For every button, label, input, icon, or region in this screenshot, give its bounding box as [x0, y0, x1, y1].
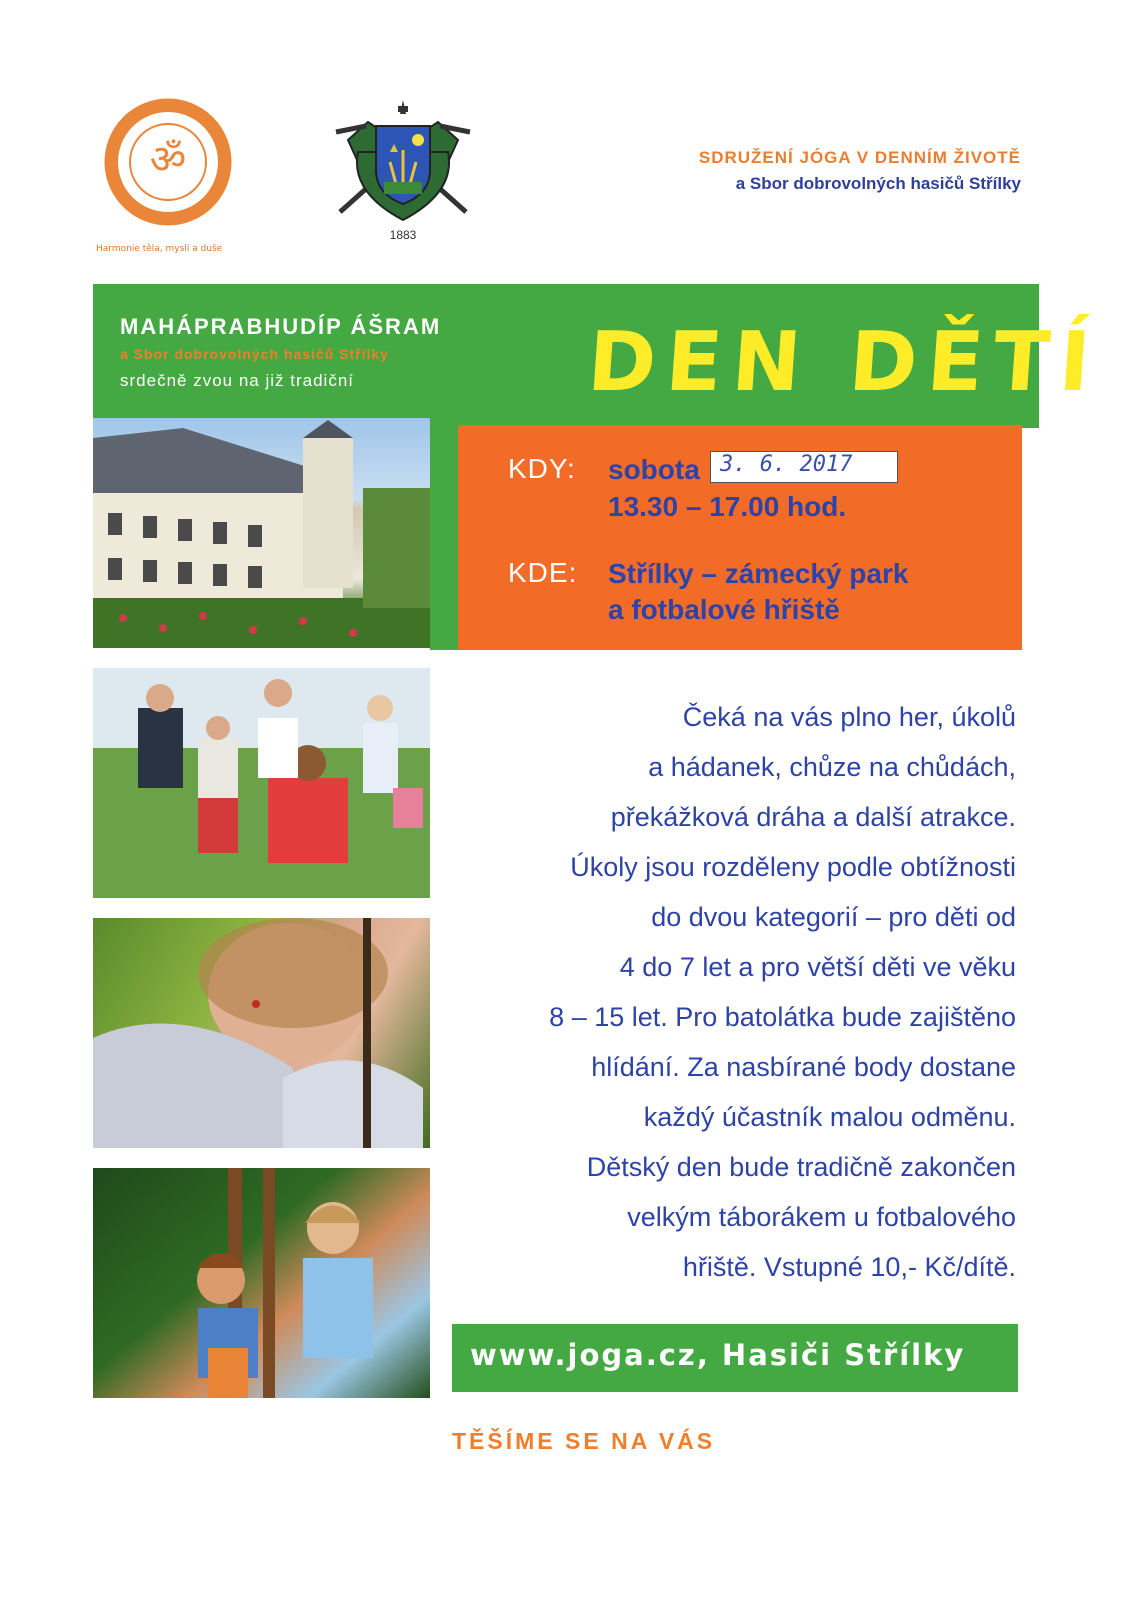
when-label: KDY:	[508, 453, 576, 484]
description-line: překážková dráha a další atrakce.	[610, 802, 1016, 832]
handwritten-date: 3. 6. 2017	[720, 452, 853, 477]
description-line: každý účastník malou odměnu.	[643, 1102, 1016, 1132]
description-line: hřiště. Vstupné 10,- Kč/dítě.	[682, 1252, 1016, 1282]
firefighter-emblem	[328, 92, 478, 242]
closing-text: TĚŠÍME SE NA VÁS	[452, 1428, 716, 1454]
description-line: velkým táborákem u fotbalového	[627, 1202, 1016, 1232]
website-link[interactable]: www.joga.cz, Hasiči Střílky	[470, 1338, 966, 1372]
description-line: a hádanek, chůze na chůdách,	[648, 752, 1016, 782]
event-description	[456, 692, 1016, 1292]
castle-photo	[93, 418, 430, 648]
yoga-motto: Harmonie těla, mysli a duše	[96, 244, 223, 254]
organizer-line-1: SDRUŽENÍ JÓGA V DENNÍM ŽIVOTĚ	[698, 148, 1021, 167]
where-place-line-2: a fotbalové hřiště	[608, 594, 840, 625]
description-line: do dvou kategorií – pro děti od	[651, 902, 1016, 932]
yoga-logo	[103, 97, 233, 227]
organizer-title	[699, 148, 1021, 194]
when-time: 13.30 – 17.00 hod.	[608, 491, 847, 522]
where-place-line-1: Střílky – zámecký park	[608, 558, 909, 589]
firefighter-emblem-icon	[328, 92, 478, 242]
svg-text:ॐ: ॐ	[149, 137, 187, 183]
when-day: sobota	[608, 454, 700, 485]
description-line: 4 do 7 let a pro větší děti ve věku	[619, 952, 1016, 982]
where-label: KDE:	[508, 557, 578, 588]
ashram-subtitle: a Sbor dobrovolných hasičů Střílky	[120, 346, 389, 362]
description-line: 8 – 15 let. Pro batolátka bude zajištěno	[549, 1002, 1016, 1032]
children-playing-photo	[93, 668, 430, 898]
description-line: Úkoly jsou rozděleny podle obtížnosti	[570, 852, 1016, 882]
description-line: hlídání. Za nasbírané body dostane	[591, 1052, 1016, 1082]
invitation-text: srdečně zvou na již tradiční	[120, 371, 354, 390]
description-line: Dětský den bude tradičně zakončen	[586, 1152, 1016, 1182]
children-climbing-photo	[93, 1168, 430, 1398]
event-title: DEN DĚTÍ	[584, 315, 1104, 410]
green-strip	[430, 428, 458, 650]
om-seal-icon	[103, 97, 233, 227]
smiling-girl-photo	[93, 918, 430, 1148]
ashram-name: MAHÁPRABHUDÍP ÁŠRAM	[120, 314, 442, 339]
description-line: Čeká na vás plno her, úkolů	[682, 702, 1016, 732]
organizer-line-2: a Sbor dobrovolných hasičů Střílky	[735, 174, 1021, 193]
emblem-year: 1883	[389, 228, 417, 242]
